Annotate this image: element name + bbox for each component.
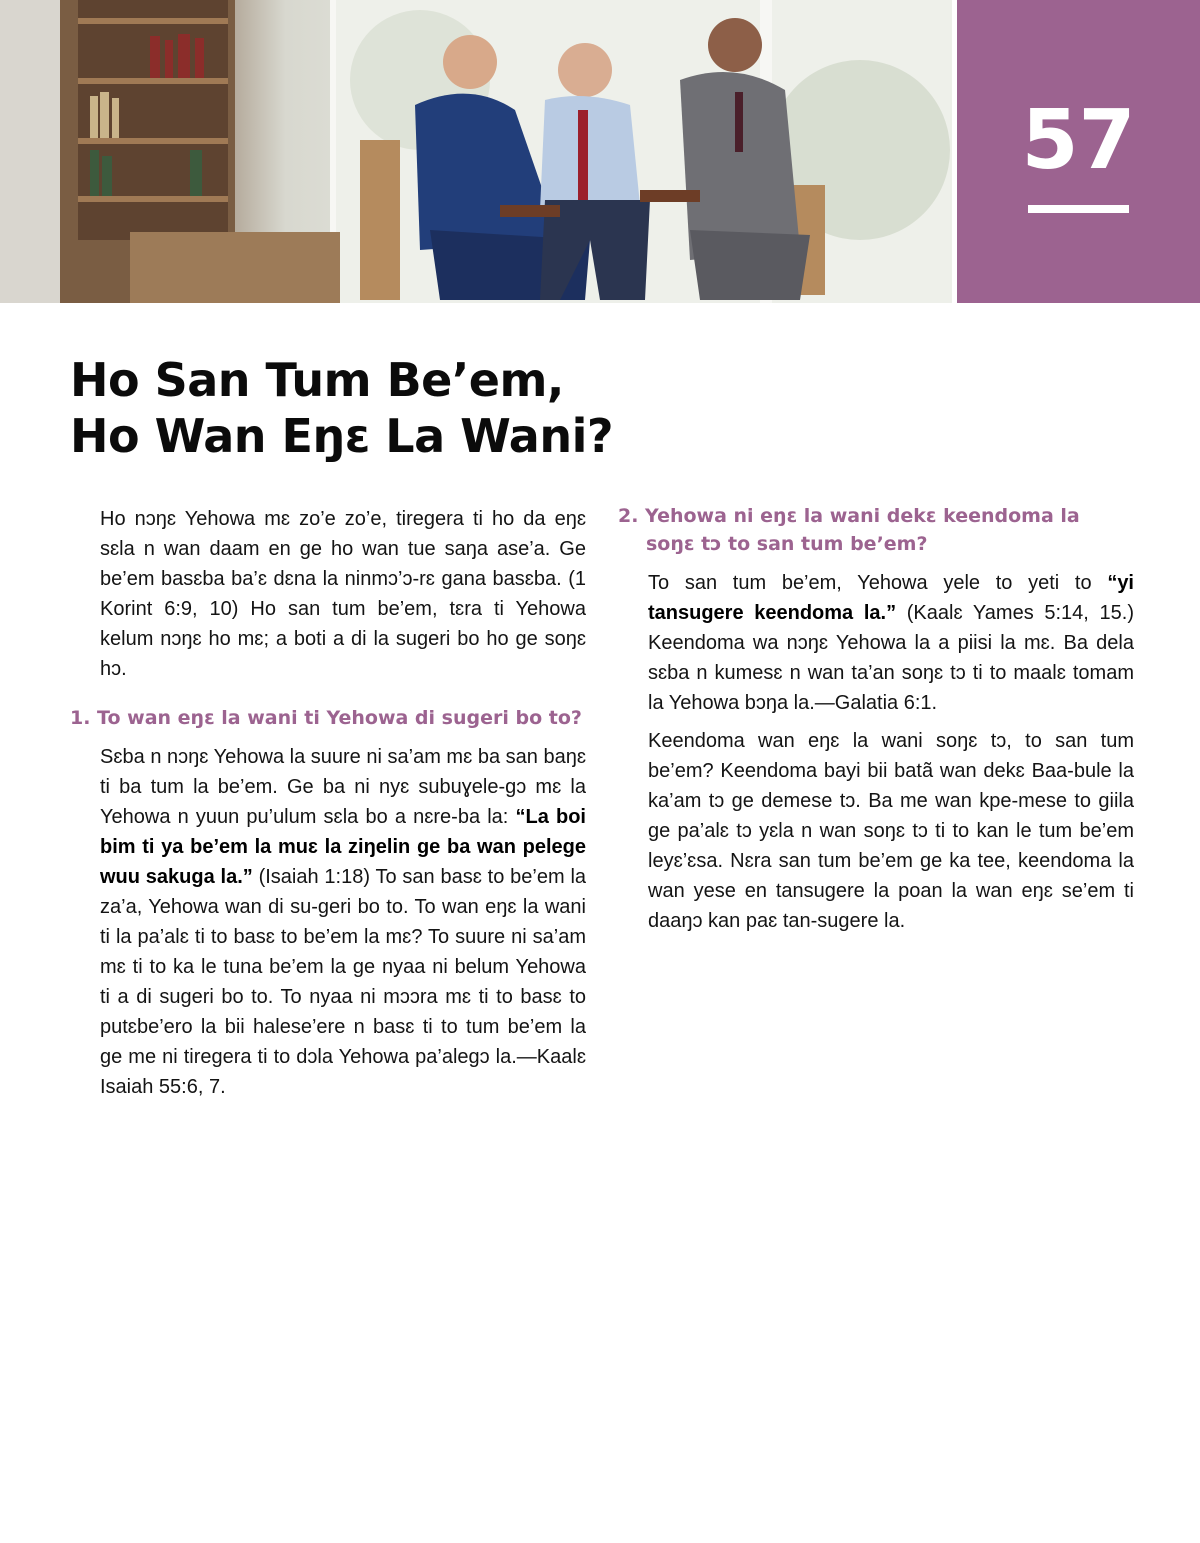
lesson-number: 57 xyxy=(1021,93,1136,188)
title-line-2: Ho Wan Eŋɛ La Wani? xyxy=(70,409,614,463)
section-1-heading: 1. To wan eŋɛ la wani ti Yehowa di sugeri bo to? xyxy=(70,707,582,729)
section-1-text-a: Sɛba n nɔŋɛ Yehowa la suure ni sa’am mɛ ba san baŋɛ ti ba tum la be’em. Ge ba ni nyɛ subuɣele-gɔ mɛ la Yehowa n yuun pu’ulum sɛla bo a nɛre-ba la: xyxy=(100,746,586,828)
section-2-paragraph-2: Keendoma wan eŋɛ la wani soŋɛ tɔ, to san tum be’em? Keendoma bayi bii batã wan dekɛ Baa-bule la ka’am tɔ ge demese tɔ. Ba me wan kpe-mese to giila ge pa’alɛ tɔ yɛla n wan soŋɛ tɔ ti to kan le tum be’em leyɛ’ɛsa. Nɛra san tum be’em ge ka tee, keendoma la wan yese en tansugere la poan la wan eŋɛ se’em ti daaŋɔ kan paɛ tan-sugere la. xyxy=(648,730,1134,932)
section-2-paragraph-1 xyxy=(618,568,1134,718)
section-2-text-b: (Kaalɛ Yames 5:14, 15.) Keendoma wa nɔŋɛ Yehowa la a piisi la mɛ. Ba dela sɛba n kumesɛ n wan ta’an soŋɛ tɔ ti to maalɛ tomam la Yehowa bɔŋa la.—Galatia 6:1. xyxy=(648,602,1134,714)
intro-paragraph: Ho nɔŋɛ Yehowa mɛ zo’e zo’e, tiregera ti ho da eŋɛ sɛla n wan daam en ge ho wan tue saŋa ase’a. Ge be’em basɛba ba’ɛ dɛna la ninmɔ’ɔ-rɛ gana basɛba. (1 Korint 6:9, 10) Ho san tum be’em, tɛra ti Yehowa kelum nɔŋɛ ho mɛ; a boti a di la sugeri bo ho ge soŋɛ hɔ. xyxy=(100,508,586,680)
title-line-1: Ho San Tum Be’em, xyxy=(70,353,564,407)
left-column xyxy=(70,504,586,1110)
meeting-photo-illustration xyxy=(0,0,952,303)
section-2-text-a: To san tum be’em, Yehowa yele to yeti to xyxy=(648,572,1108,594)
right-column xyxy=(618,502,1134,944)
section-1-paragraph xyxy=(70,742,586,1102)
header-photo xyxy=(0,0,952,303)
section-2-quote: “yi tansugere keendoma la.” xyxy=(648,572,1134,624)
section-1-quote: “La boi bim ti ya be’em la muɛ la ziŋelin ge ba wan pelege wuu sakuga la.” xyxy=(100,806,586,888)
section-2-heading: 2. Yehowa ni eŋɛ la wani dekɛ keendoma la soŋɛ tɔ to san tum be’em? xyxy=(618,505,1080,555)
section-1-text-b: (Isaiah 1:18) To san basɛ to be’em la za’a, Yehowa wan di su-geri bo to. To wan eŋɛ la wani ti la pa’alɛ ti to basɛ to be’em la mɛ? To suure ni sa’am mɛ ti to ka le tuna be’em la ge nyaa ni belum Yehowa ti a di sugeri bo to. To nyaa ni mɔɔra mɛ ti to basɛ to putɛbe’ero la bii halese’ere n basɛ ti to tum be’em la ge me ni tiregera ti to dɔla Yehowa pa’alegɔ la.—Kaalɛ Isaiah 55:6, 7. xyxy=(100,866,587,1098)
lesson-number-badge xyxy=(957,0,1200,303)
badge-underline xyxy=(1028,205,1129,213)
page-title xyxy=(70,352,613,464)
